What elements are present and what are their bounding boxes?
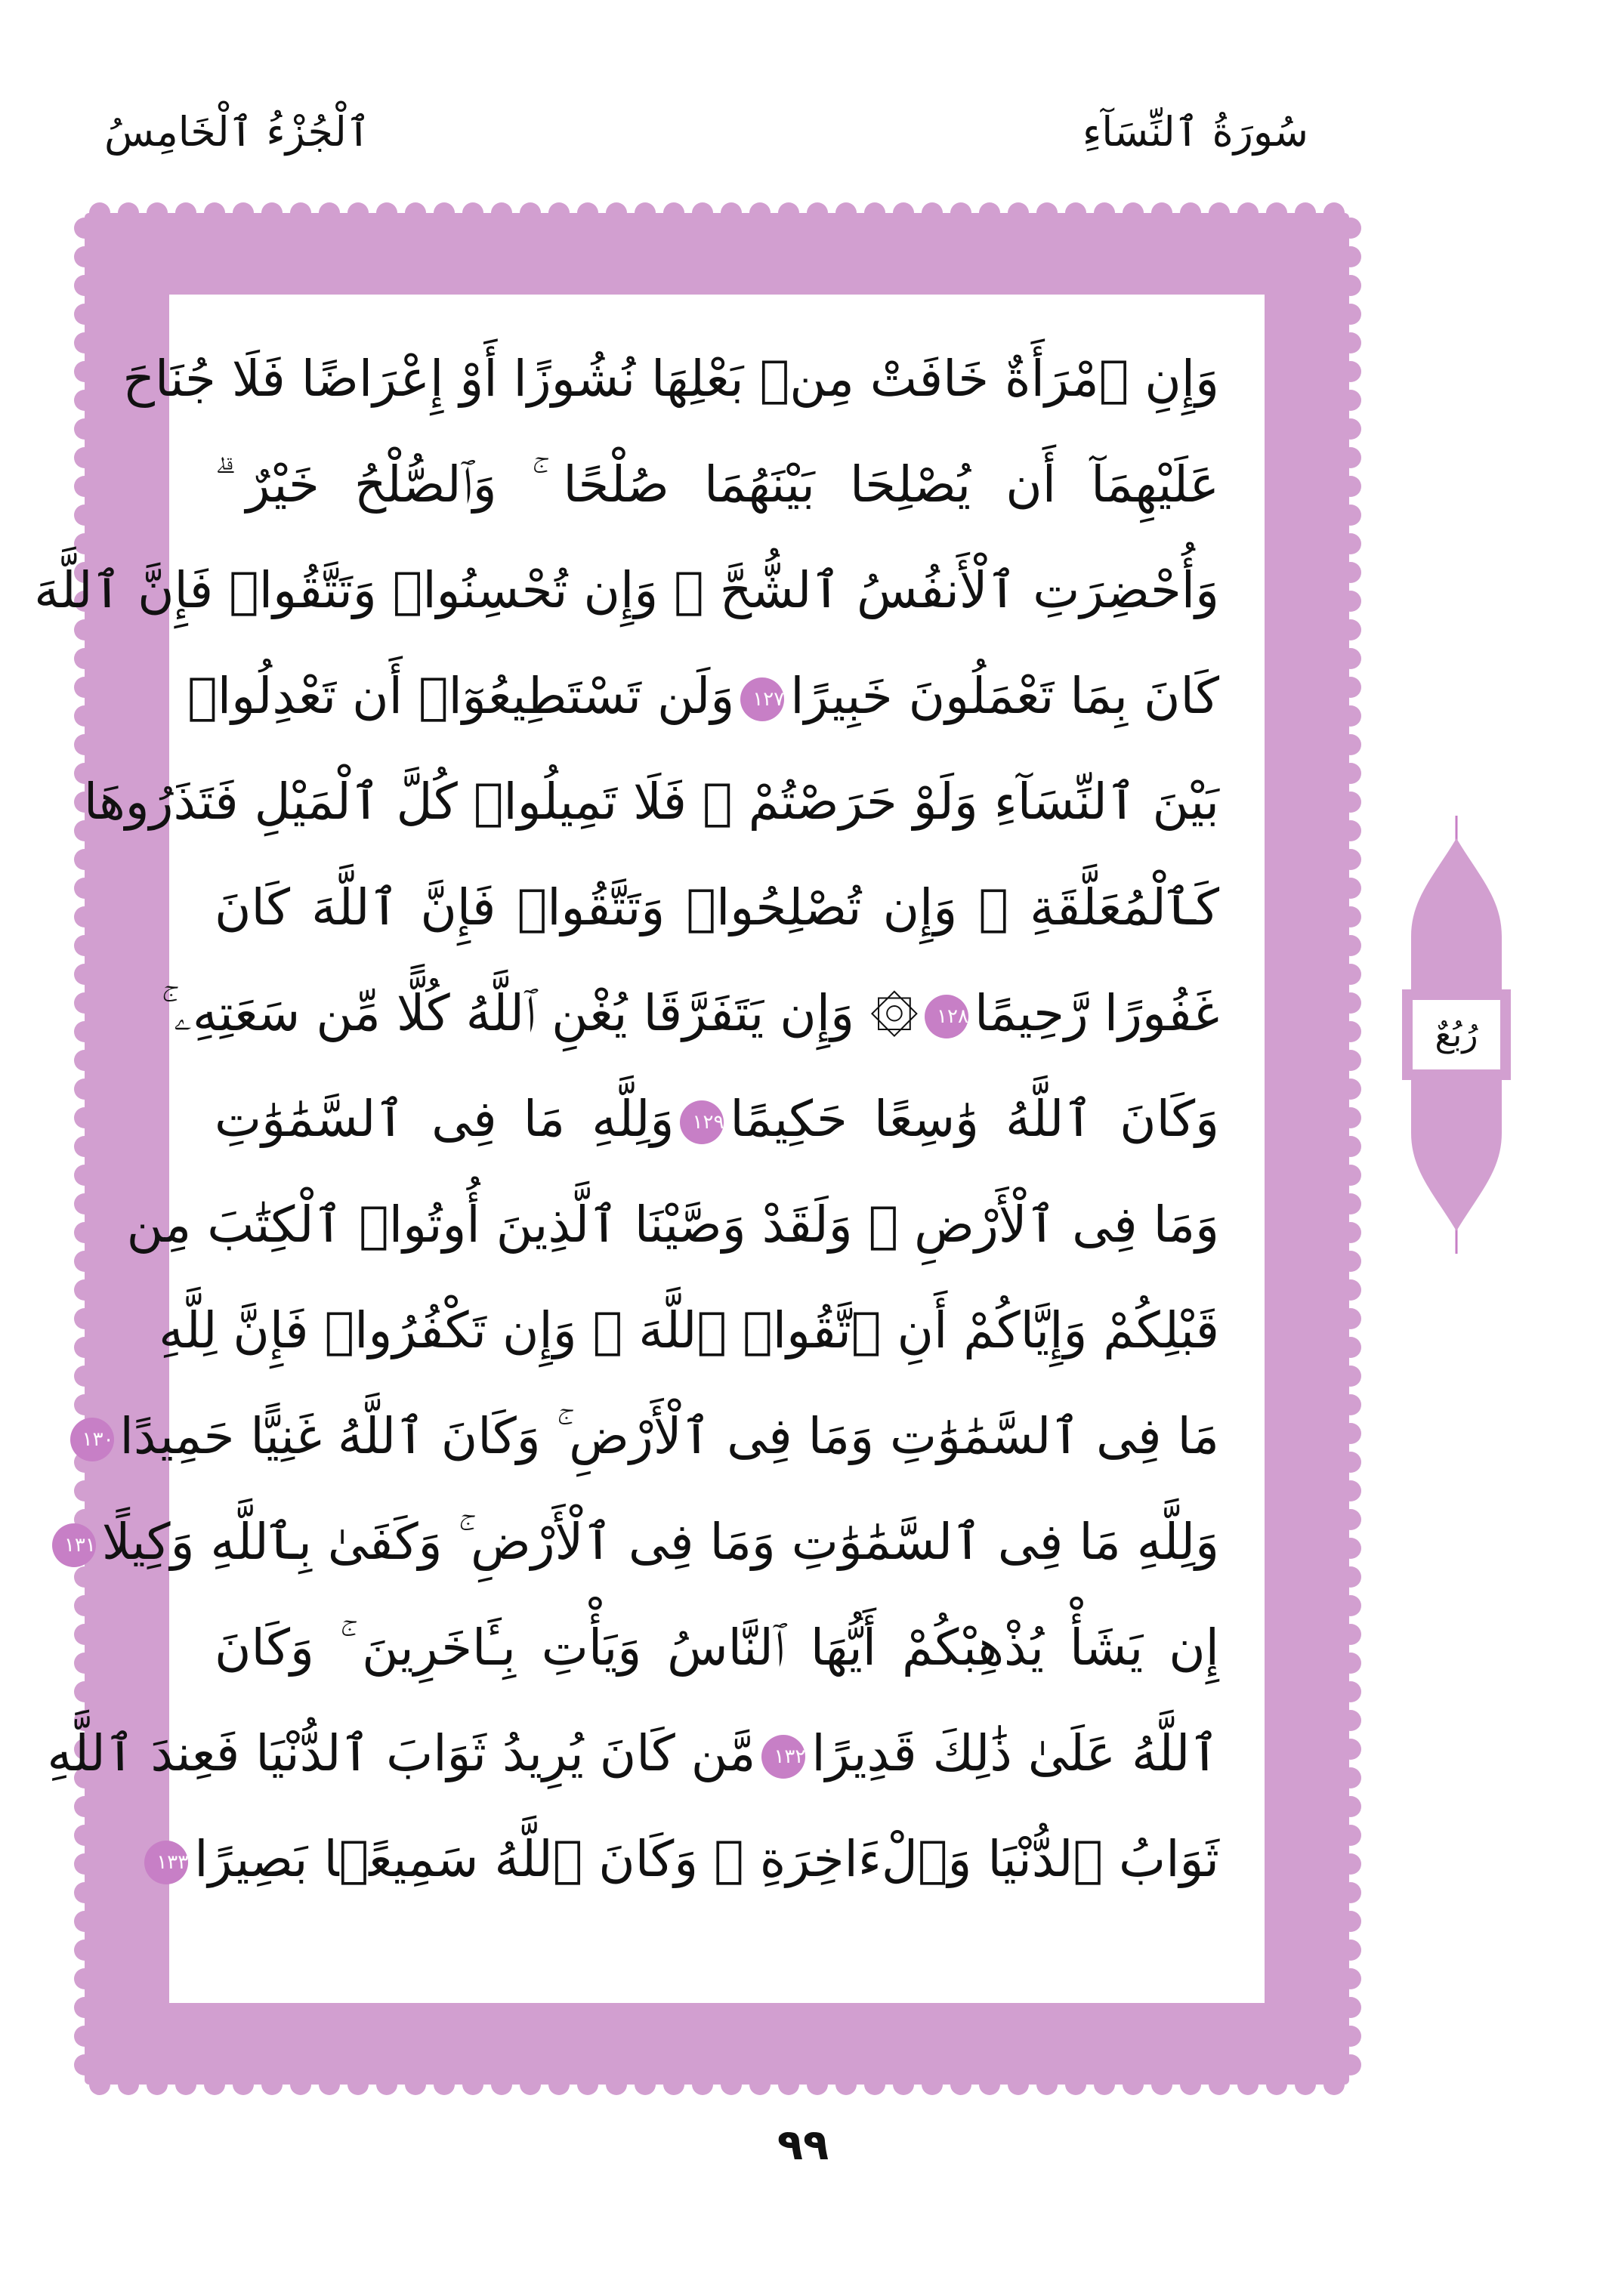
verse-lines xyxy=(34,326,1219,1912)
verse-text: ثَوَابُ ٱلدُّنْيَا وَٱلْءَاخِرَةِ ۚ وَكَانَ ٱللَّهُ سَمِيعًۢا بَصِيرًا xyxy=(194,1830,1219,1888)
ayah-number-marker: ١٣٠ xyxy=(70,1418,114,1461)
ayah-number-marker: ١٢٧ xyxy=(740,677,784,721)
verse-text: وَإِنِ ٱمْرَأَةٌ خَافَتْ مِنۢ بَعْلِهَا نُشُوزًا أَوْ إِعْرَاضًا فَلَا جُنَاحَ xyxy=(122,350,1219,408)
verse-line xyxy=(122,326,1219,432)
page-frame xyxy=(34,213,1349,2085)
page-number: ٩٩ xyxy=(777,2121,829,2170)
verse-line xyxy=(126,1172,1219,1278)
verse-text-continued: مَّن كَانَ يُرِيدُ ثَوَابَ ٱلدُّنْيَا فَعِندَ ٱللَّهِ xyxy=(47,1724,756,1782)
ayah-number-marker: ١٢٩ xyxy=(680,1100,724,1144)
verse-text-continued: وَلِلَّهِ مَا فِى ٱلسَّمَٰوَٰتِ xyxy=(215,1090,675,1148)
juz-title: ٱلْجُزْءُ ٱلْخَامِسُ xyxy=(104,108,371,156)
ayah-number-marker: ١٣١ xyxy=(52,1523,96,1567)
verse-line xyxy=(63,1489,1219,1595)
surah-title: سُورَةُ ٱلنِّسَآءِ xyxy=(1082,108,1308,156)
verse-line xyxy=(161,961,1219,1066)
text-panel xyxy=(34,295,1265,2003)
verse-text: كَٱلْمُعَلَّقَةِ ۚ وَإِن تُصْلِحُوا۟ وَتَتَّقُوا۟ فَإِنَّ ٱللَّهَ كَانَ xyxy=(215,878,1219,937)
verse-text: وَكَانَ ٱللَّهُ وَٰسِعًا حَكِيمًا xyxy=(730,1090,1219,1148)
verse-text: كَانَ بِمَا تَعْمَلُونَ خَبِيرًا xyxy=(790,667,1219,725)
verse-text: وَمَا فِى ٱلْأَرْضِ ۗ وَلَقَدْ وَصَّيْنَا ٱلَّذِينَ أُوتُوا۟ ٱلْكِتَٰبَ مِن xyxy=(126,1196,1219,1254)
verse-text: غَفُورًا رَّحِيمًا xyxy=(974,984,1219,1042)
verse-line xyxy=(215,432,1219,538)
verse-line xyxy=(159,1278,1219,1384)
ayah-number-marker: ١٢٨ xyxy=(925,995,968,1038)
ayah-number-marker: ١٣٣ xyxy=(144,1841,188,1884)
verse-line xyxy=(156,1807,1219,1912)
ayah-number-marker: ١٣٢ xyxy=(761,1735,805,1779)
verse-line xyxy=(215,855,1219,961)
verse-line xyxy=(82,1384,1219,1489)
verse-line xyxy=(47,1701,1219,1807)
verse-text-continued: وَلَن تَسْتَطِيعُوٓا۟ أَن تَعْدِلُوا۟ xyxy=(187,667,735,725)
verse-line xyxy=(83,749,1219,855)
verse-line xyxy=(215,1066,1219,1172)
verse-text-continued: ۞ وَإِن يَتَفَرَّقَا يُغْنِ ٱللَّهُ كُلًّا مِّن سَعَتِهِۦ ۚ xyxy=(161,984,919,1042)
verse-text: إِن يَشَأْ يُذْهِبْكُمْ أَيُّهَا ٱلنَّاسُ وَيَأْتِ بِـَٔاخَرِينَ ۚ وَكَانَ xyxy=(215,1619,1219,1677)
verse-text: قَبْلِكُمْ وَإِيَّاكُمْ أَنِ ٱتَّقُوا۟ ٱللَّهَ ۚ وَإِن تَكْفُرُوا۟ فَإِنَّ لِلَّهِ xyxy=(159,1301,1219,1359)
verse-line xyxy=(215,1595,1219,1701)
verse-text: مَا فِى ٱلسَّمَٰوَٰتِ وَمَا فِى ٱلْأَرْضِ ۚ وَكَانَ ٱللَّهُ غَنِيًّا حَمِيدًا xyxy=(119,1407,1219,1465)
rub-marker-label: رُبُعٌ xyxy=(1435,1016,1478,1054)
verse-text: عَلَيْهِمَآ أَن يُصْلِحَا بَيْنَهُمَا صُلْحًا ۚ وَٱلصُّلْحُ خَيْرٌ ۗ xyxy=(215,455,1219,514)
verse-text: بَيْنَ ٱلنِّسَآءِ وَلَوْ حَرَصْتُمْ ۖ فَلَا تَمِيلُوا۟ كُلَّ ٱلْمَيْلِ فَتَذَرُوهَا xyxy=(83,773,1219,831)
verse-line xyxy=(187,643,1219,749)
verse-text: وَلِلَّهِ مَا فِى ٱلسَّمَٰوَٰتِ وَمَا فِى ٱلْأَرْضِ ۚ وَكَفَىٰ بِٱللَّهِ وَكِيلًا xyxy=(101,1513,1219,1571)
verse-text: ٱللَّهُ عَلَىٰ ذَٰلِكَ قَدِيرًا xyxy=(811,1724,1219,1782)
verse-line xyxy=(34,538,1219,643)
verse-text: وَأُحْضِرَتِ ٱلْأَنفُسُ ٱلشُّحَّ ۚ وَإِن تُحْسِنُوا۟ وَتَتَّقُوا۟ فَإِنَّ ٱللَّهَ xyxy=(34,561,1219,619)
